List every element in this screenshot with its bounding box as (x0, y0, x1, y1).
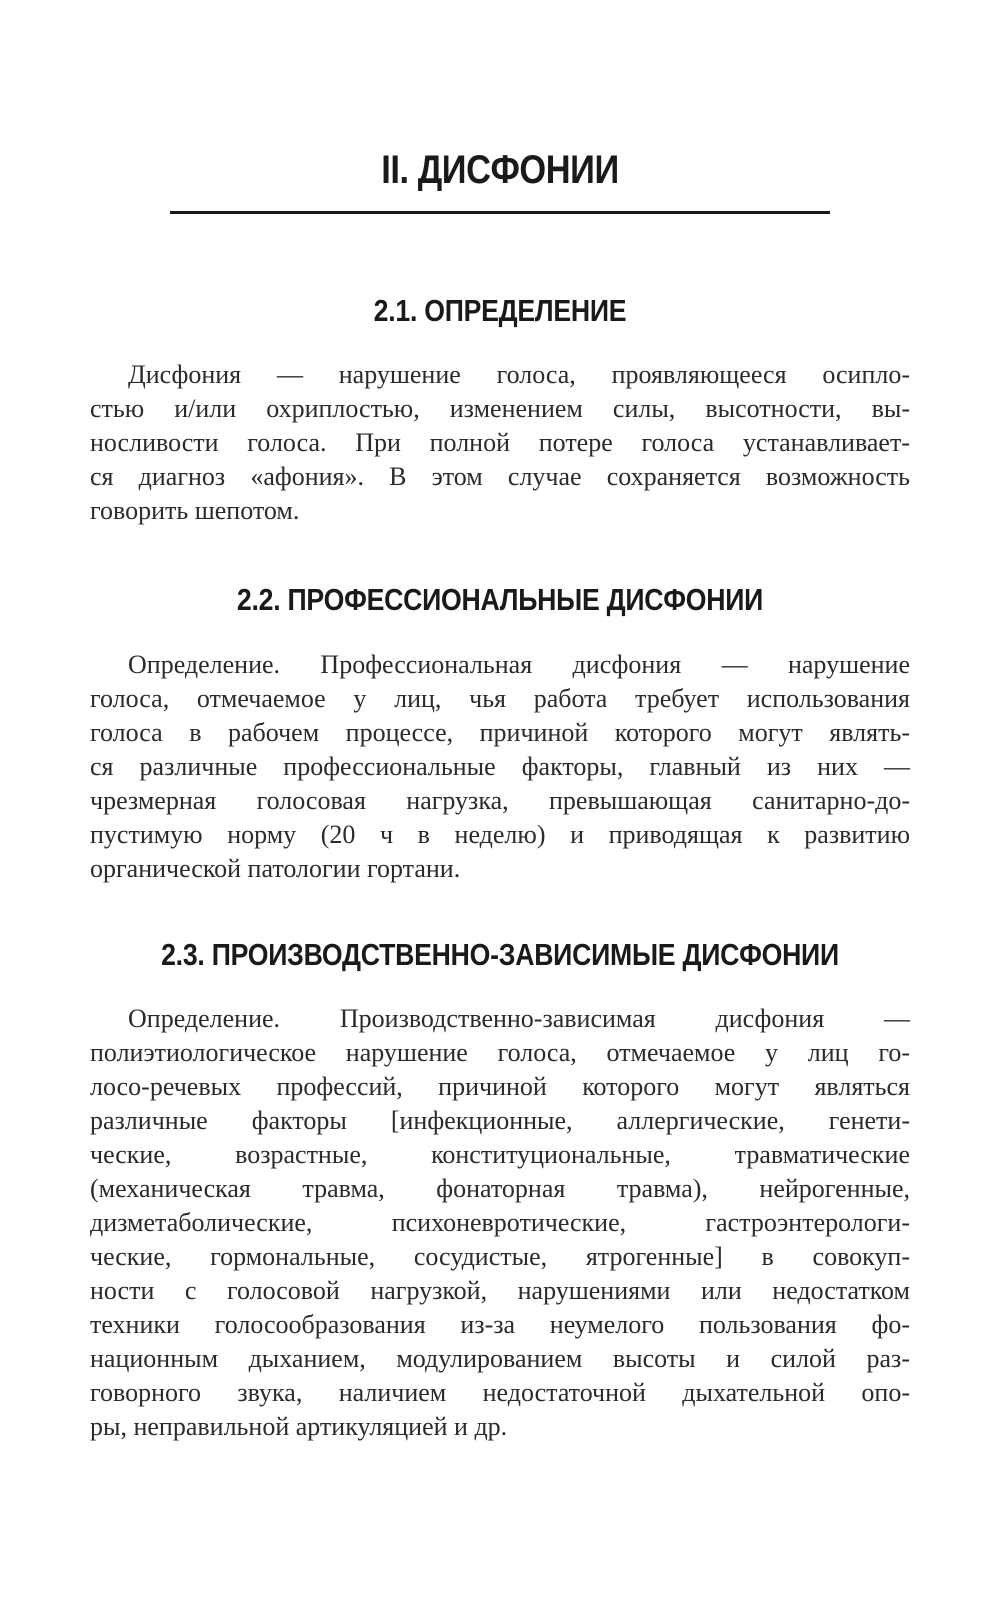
section-title-2-3: 2.3. ПРОИЗВОДСТВЕННО-ЗАВИСИМЫЕ ДИСФОНИИ (161, 937, 839, 972)
paragraph-line: ческие, возрастные, конституциональные, травматические (90, 1140, 910, 1169)
paragraph-line: Определение. Производственно-зависимая дисфония — (128, 1004, 910, 1033)
section-title-2-2: 2.2. ПРОФЕССИОНАЛЬНЫЕ ДИСФОНИИ (236, 582, 764, 617)
paragraph-line: ности с голосовой нагрузкой, нарушениями или недостатком (90, 1276, 910, 1305)
paragraph-line: лосо-речевых профессий, причиной которого могут являться (90, 1072, 910, 1101)
paragraph-line: ческие, гормональные, сосудистые, ятрогенные] в совокуп- (90, 1242, 910, 1271)
paragraph-line: ся различные профессиональные факторы, главный из них — (90, 752, 910, 781)
book-page (90, 0, 910, 1600)
section-2-3-paragraph (90, 1002, 910, 1444)
paragraph-line: техники голосообразования из-за неумелого пользования фо- (90, 1310, 910, 1339)
paragraph-line: стью и/или охриплостью, изменением силы, высотности, вы- (90, 394, 910, 423)
paragraph-line: Дисфония — нарушение голоса, проявляющееся осипло- (128, 360, 910, 389)
paragraph-line: различные факторы [инфекционные, аллергические, генети- (90, 1106, 910, 1135)
section-title-2-1: 2.1. ОПРЕДЕЛЕНИЕ (373, 293, 627, 328)
paragraph-line: голоса в рабочем процессе, причиной которого могут являть- (90, 718, 910, 747)
section-2-1-paragraph (90, 358, 910, 528)
paragraph-line: Определение. Профессиональная дисфония — нарушение (128, 650, 910, 679)
paragraph-line: носливости голоса. При полной потере голоса устанавливает- (90, 428, 910, 457)
paragraph-line: ры, неправильной артикуляцией и др. (90, 1412, 508, 1441)
paragraph-line: голоса, отмечаемое у лиц, чья работа требует использования (90, 684, 910, 713)
paragraph-line: органической патологии гортани. (90, 854, 461, 883)
paragraph-line: пустимую норму (20 ч в неделю) и приводящая к развитию (90, 820, 910, 849)
chapter-underline (170, 211, 830, 214)
paragraph-line: полиэтиологическое нарушение голоса, отмечаемое у лиц го- (90, 1038, 910, 1067)
section-2-2-paragraph (90, 648, 910, 886)
paragraph-line: национным дыханием, модулированием высоты и силой раз- (90, 1344, 910, 1373)
paragraph-line: чрезмерная голосовая нагрузка, превышающая санитарно-до- (90, 786, 910, 815)
chapter-title: II. ДИСФОНИИ (381, 148, 619, 192)
paragraph-line: (механическая травма, фонаторная травма), нейрогенные, (90, 1174, 910, 1203)
paragraph-line: дизметаболические, психоневротические, гастроэнтерологи- (90, 1208, 910, 1237)
paragraph-line: говорного звука, наличием недостаточной дыхательной опо- (90, 1378, 910, 1407)
paragraph-line: говорить шепотом. (90, 496, 300, 525)
paragraph-line: ся диагноз «афония». В этом случае сохраняется возможность (90, 462, 910, 491)
